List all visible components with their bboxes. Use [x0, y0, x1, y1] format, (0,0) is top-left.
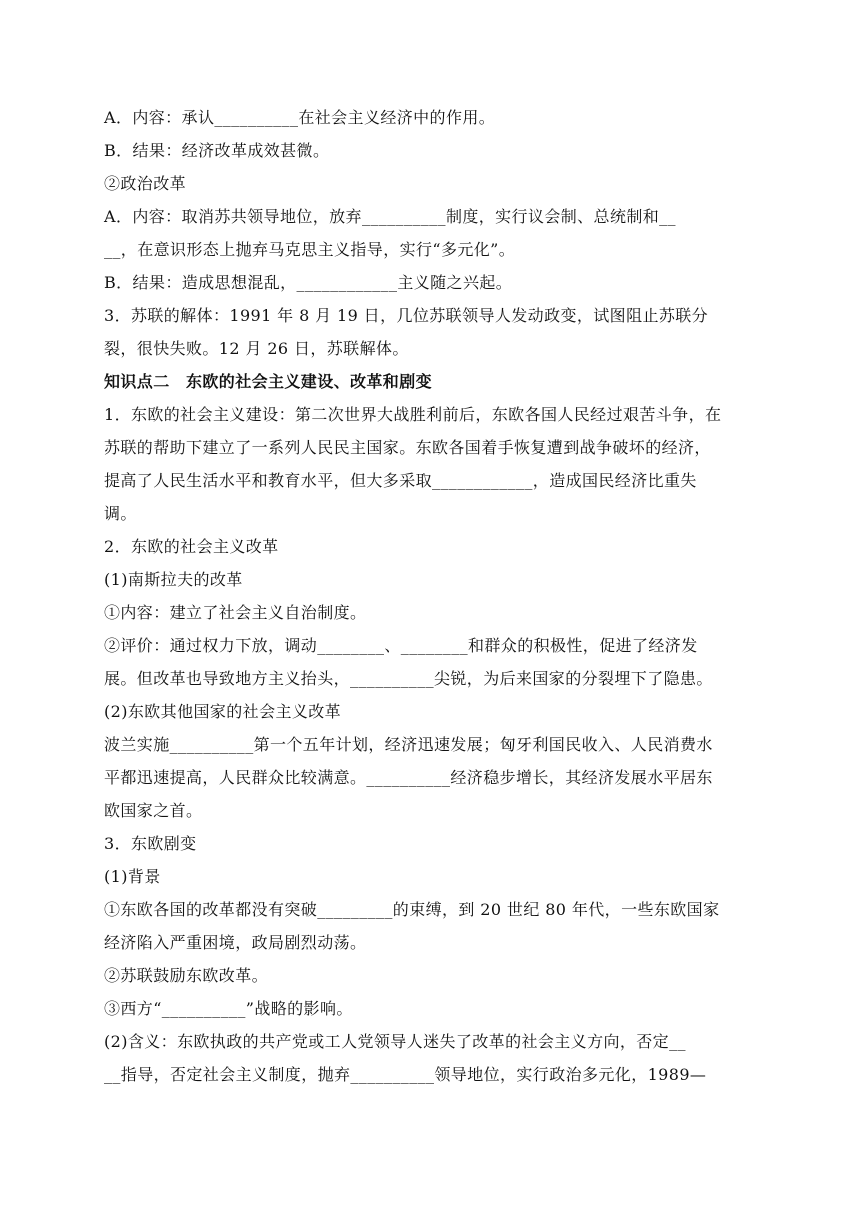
- text-line: 欧国家之首。: [104, 801, 203, 820]
- text-line: (1)南斯拉夫的改革: [104, 570, 243, 589]
- text-line: 3．东欧剧变: [104, 834, 197, 853]
- text-line: ③西方“__________”战略的影响。: [104, 999, 353, 1018]
- text-line: (2)含义：东欧执政的共产党或工人党领导人迷失了改革的社会主义方向，否定__: [104, 1032, 686, 1051]
- text-line: __指导，否定社会主义制度，抛弃__________领导地位，实行政治多元化，1989—: [104, 1065, 707, 1084]
- text-line: ②评价：通过权力下放，调动________、________和群众的积极性，促进了经济发: [104, 636, 698, 655]
- text-line: (1)背景: [104, 867, 161, 886]
- text-line: 1．东欧的社会主义建设：第二次世界大战胜利前后，东欧各国人民经过艰苦斗争，在: [104, 405, 722, 424]
- section-heading: 知识点二 东欧的社会主义建设、改革和剧变: [104, 372, 433, 391]
- text-line: 苏联的帮助下建立了一系列人民民主国家。东欧各国着手恢复遭到战争破坏的经济，: [104, 438, 711, 457]
- text-line: ②苏联鼓励东欧改革。: [104, 966, 269, 985]
- text-line: 裂，很快失败。12 月 26 日，苏联解体。: [104, 339, 409, 358]
- text-line: 波兰实施__________第一个五年计划，经济迅速发展；匈牙利国民收入、人民消费水: [104, 735, 713, 754]
- document-body: [104, 101, 766, 1091]
- text-line: 经济陷入严重困境，政局剧烈动荡。: [104, 933, 367, 952]
- text-line: A．内容：取消苏共领导地位，放弃__________制度，实行议会制、总统制和__: [104, 207, 676, 226]
- text-line: __，在意识形态上抛弃马克思主义指导，实行“多元化”。: [104, 240, 516, 259]
- text-line: 展。但改革也导致地方主义抬头，__________尖锐，为后来国家的分裂埋下了隐患。: [104, 669, 713, 688]
- text-line: B．结果：经济改革成效甚微。: [104, 141, 330, 160]
- text-line: ②政治改革: [104, 174, 187, 193]
- text-line: ①内容：建立了社会主义自治制度。: [104, 603, 367, 622]
- text-line: B．结果：造成思想混乱，____________主义随之兴起。: [104, 273, 513, 292]
- text-line: 3．苏联的解体：1991 年 8 月 19 日，几位苏联领导人发动政变，试图阻止苏联分: [104, 306, 709, 325]
- text-line: (2)东欧其他国家的社会主义改革: [104, 702, 342, 721]
- text-line: 调。: [104, 504, 137, 523]
- text-line: 2．东欧的社会主义改革: [104, 537, 279, 556]
- text-line: 提高了人民生活水平和教育水平，但大多采取____________，造成国民经济比重失: [104, 471, 697, 490]
- text-line: ①东欧各国的改革都没有突破_________的束缚，到 20 世纪 80 年代，一些东欧国家: [104, 900, 720, 919]
- text-line: 平都迅速提高，人民群众比较满意。__________经济稳步增长，其经济发展水平居东: [104, 768, 713, 787]
- text-line: A．内容：承认__________在社会主义经济中的作用。: [104, 108, 496, 127]
